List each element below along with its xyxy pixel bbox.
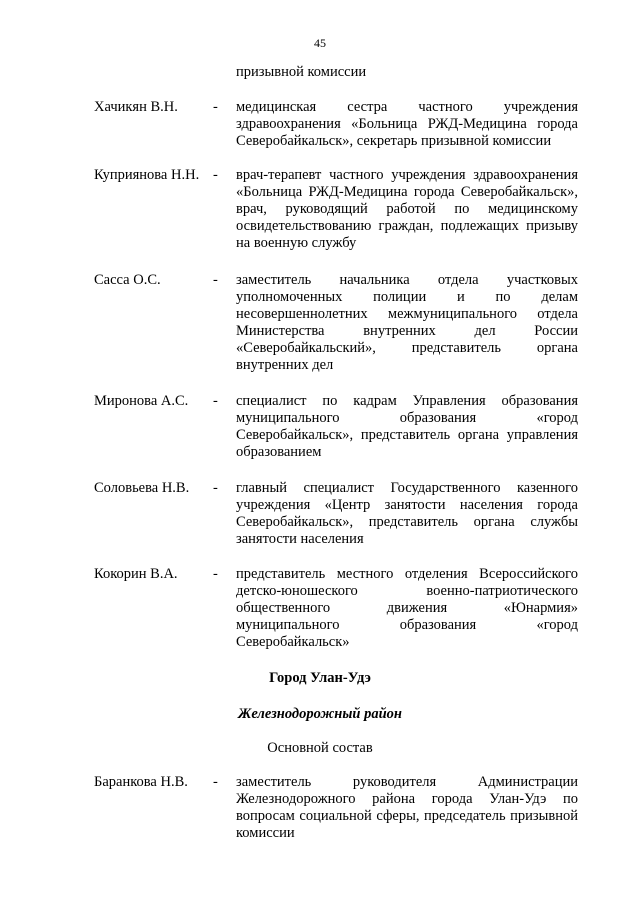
member-dash: - — [213, 99, 218, 115]
member-name: Баранкова Н.В. — [94, 774, 188, 790]
member-name: Сасса О.С. — [94, 272, 161, 288]
member-dash: - — [213, 480, 218, 496]
member-dash: - — [213, 774, 218, 790]
district-heading: Железнодорожный район — [238, 706, 402, 722]
member-name: Миронова А.С. — [94, 393, 189, 409]
member-dash: - — [213, 272, 218, 288]
member-dash: - — [213, 393, 218, 409]
member-description: медицинская сестра частного учреждения здравоохранения «Больница РЖД-Медицина города Северобайкальск», секретарь призывной комиссии — [236, 99, 578, 149]
member-name: Соловьева Н.В. — [94, 480, 190, 496]
city-heading: Город Улан-Удэ — [269, 670, 371, 686]
member-description: специалист по кадрам Управления образования муниципального образования «город Северобайкальск», представитель органа управления образованием — [236, 393, 578, 460]
member-description: представитель местного отделения Всероссийского детско-юношеского военно-патриотического общественного движения «Юнармия» муниципального образования «город Северобайкальск» — [236, 566, 578, 650]
member-description: заместитель начальника отдела участковых уполномоченных полиции и по делам несовершеннолетних межмуниципального отдела Министерства внутренних дел России «Северобайкальский», представитель органа внутренних дел — [236, 272, 578, 373]
member-name: Хачикян В.Н. — [94, 99, 178, 115]
member-description: заместитель руководителя Администрации Железнодорожного района города Улан-Удэ по вопросам социальной сферы, председатель призывной комиссии — [236, 774, 578, 841]
member-description: врач-терапевт частного учреждения здравоохранения «Больница РЖД-Медицина города Северобайкальск», врач, руководящий работой по медицинскому освидетельствованию граждан, подлежащих призыву на военную службу — [236, 167, 578, 251]
page-number: 45 — [314, 36, 326, 50]
composition-heading: Основной состав — [267, 740, 373, 756]
continuation-text: призывной комиссии — [236, 64, 367, 80]
member-description: главный специалист Государственного казенного учреждения «Центр занятости населения города Северобайкальск», представитель органа службы занятости населения — [236, 480, 578, 547]
member-name: Кокорин В.А. — [94, 566, 178, 582]
member-dash: - — [213, 566, 218, 582]
member-name: Куприянова Н.Н. — [94, 167, 200, 183]
member-dash: - — [213, 167, 218, 183]
